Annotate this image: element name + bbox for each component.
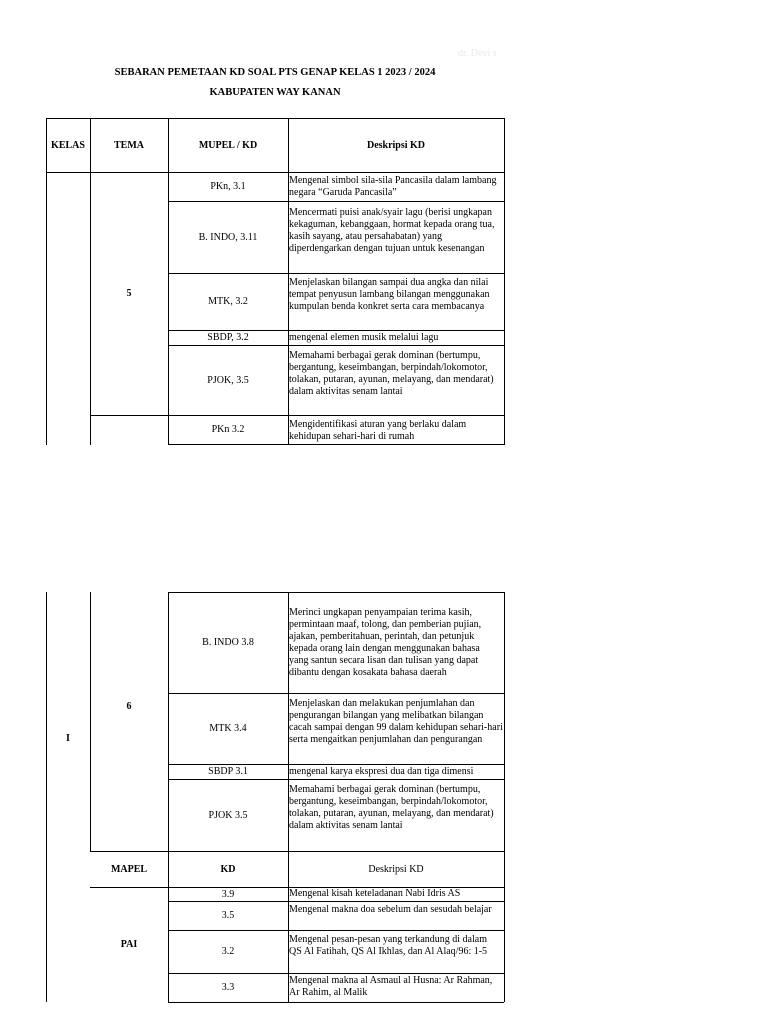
header-mupel-kd: MUPEL / KD — [198, 139, 258, 151]
kd-cell: PKn 3.2 — [211, 424, 245, 435]
kd-cell: PJOK, 3.5 — [207, 374, 249, 386]
kd-cell: MTK, 3.2 — [208, 296, 248, 307]
kd-description: Mengenal pesan-pesan yang terkandung di dalam QS Al Fatihah, QS Al Ikhlas, dan Al Alaq/96: 1-5 — [289, 934, 488, 957]
document-subtitle: KABUPATEN WAY KANAN — [209, 87, 341, 98]
kd-description: Memahami berbagai gerak dominan (bertumpu, bergantung, keseimbangan, berpindah/lokomotor, tolakan, putaran, ayunan, melayang, dan mendarat) dalam aktivitas senam lantai — [289, 784, 494, 831]
watermark-text: dr. Devi s — [458, 48, 497, 59]
kd-description: mengenal karya ekspresi dua dan tiga dimensi — [289, 766, 474, 777]
tema-5: 5 — [126, 288, 132, 299]
header-tema: TEMA — [114, 139, 144, 151]
kd-cell: B. INDO, 3.11 — [198, 231, 258, 243]
kd-description: Merinci ungkapan penyampaian terima kasih, permintaan maaf, tolong, dan pemberian pujian, ajakan, pemberitahuan, perintah, dan petunjuk kepada orang lain dengan menggunakan bahasa yang santun secara lisan dan tulisan yang dapat dibantu dengan kosakata bahasa daerah — [289, 607, 482, 678]
kd-cell: 3.2 — [221, 946, 235, 957]
header-deskripsi-kd: Deskripsi KD — [368, 863, 424, 875]
kd-cell: SBDP, 3.2 — [207, 332, 249, 343]
kelas-value: I — [66, 733, 70, 744]
kd-cell: 3.9 — [221, 888, 235, 900]
kd-cell: PKn, 3.1 — [210, 181, 246, 192]
tema-6: 6 — [126, 701, 132, 712]
kd-description: Menjelaskan bilangan sampai dua angka dan nilai tempat penyusun lambang bilangan menggunakan kumpulan benda konkret serta cara membacanya — [289, 277, 490, 312]
kd-description: Mengenal kisah keteladanan Nabi Idris AS — [289, 888, 461, 899]
kd-description: Mengidentifikasi aturan yang berlaku dalam kehidupan sehari-hari di rumah — [289, 419, 467, 442]
kd-description: Menjelaskan dan melakukan penjumlahan dan pengurangan bilangan yang melibatkan bilangan cacah sampai dengan 99 dalam kehidupan sehari-hari serta mengaitkan penjumlahan dan pengurangan — [289, 698, 503, 745]
header-mapel: MAPEL — [110, 863, 148, 875]
kd-cell: PJOK 3.5 — [208, 809, 248, 821]
kd-description: Mengenal simbol sila-sila Pancasila dalam lambang negara “Garuda Pancasila” — [289, 175, 497, 198]
mapel-pai: PAI — [120, 939, 138, 950]
kd-description: Memahami berbagai gerak dominan (bertumpu, bergantung, keseimbangan, berpindah/lokomotor, tolakan, putaran, ayunan, melayang, dan mendarat) dalam aktivitas senam lantai — [289, 350, 494, 397]
kd-description: Mengenal makna doa sebelum dan sesudah belajar — [289, 904, 492, 915]
header-kd: KD — [220, 863, 236, 875]
kd-description: Mencermati puisi anak/syair lagu (berisi ungkapan kekaguman, kebanggaan, hormat kepada orang tua, kasih sayang, atau persahabatan) yang diperdengarkan dengan tujuan untuk kesenangan — [289, 207, 495, 254]
header-deskripsi: Deskripsi KD — [366, 139, 426, 151]
kd-cell: MTK 3.4 — [209, 723, 247, 734]
kd-cell: SBDP 3.1 — [208, 766, 248, 777]
kd-description: Mengenal makna al Asmaul al Husna: Ar Rahman, Ar Rahim, al Malik — [289, 975, 493, 998]
kd-description: mengenal elemen musik melalui lagu — [289, 332, 439, 343]
header-kelas: KELAS — [51, 139, 85, 151]
kd-cell: 3.5 — [221, 910, 235, 921]
document-title: SEBARAN PEMETAAN KD SOAL PTS GENAP KELAS 1 2023 / 2024 — [114, 67, 436, 78]
kd-cell: B. INDO 3.8 — [202, 637, 254, 648]
kd-cell: 3.3 — [221, 982, 235, 993]
